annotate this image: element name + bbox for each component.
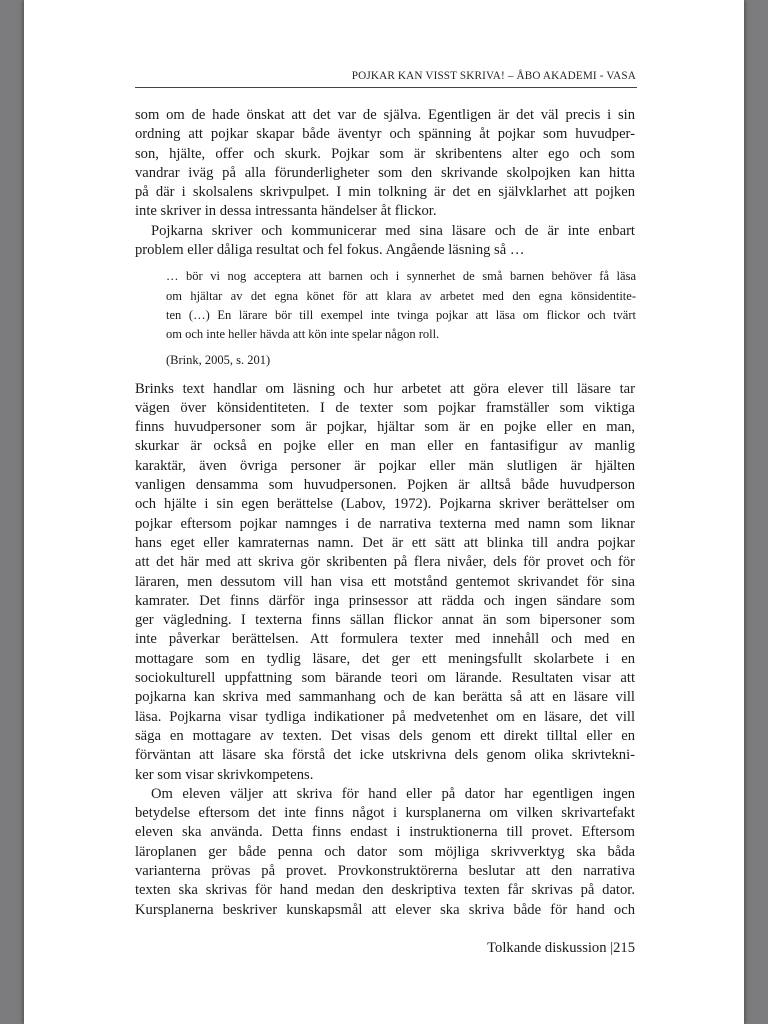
text-line: sociokulturell uppfattning som bärande teori om lärande. Resultaten visar att	[135, 670, 635, 687]
quote-line: … bör vi nog acceptera att barnen och i synnerhet de små barnen behöver få läsa	[166, 269, 636, 284]
text-line: Pojkarna skriver och kommunicerar med sina läsare och de är inte enbart	[151, 222, 635, 239]
text-line: problem eller dåliga resultat och fel fokus. Angående läsning så …	[135, 242, 525, 259]
quote-line: ten (…) En lärare bör till exempel inte tvinga pojkar att läsa om flickor och tvärt	[166, 307, 636, 322]
quote-line: om och inte heller hävda att kön inte spelar någon roll.	[166, 327, 440, 342]
text-line: kamrater. Det finns därför inga prinsessor att rädda och ingen sändare som	[135, 592, 635, 609]
text-line: vägen över könsidentiteten. I de texter som pojkar framställer som viktiga	[135, 399, 635, 416]
text-line: mottagare som en tydlig läsare, det ger ett meningsfullt skolarbete i en	[135, 650, 635, 667]
text-line: vanligen densamma som huvudpersonen. Pojken är alltså både huvudperson	[135, 477, 635, 494]
paragraph	[135, 380, 635, 785]
paragraph	[135, 785, 635, 920]
body-text	[135, 106, 635, 920]
text-line: Om eleven väljer att skriva för hand eller på dator har egentligen ingen	[151, 785, 635, 802]
page-footer	[135, 940, 635, 957]
document-page	[24, 0, 744, 1024]
text-line: Kursplanerna beskriver kunskapsmål att elever ska skriva både för hand och	[135, 901, 635, 918]
text-line: inte påverkar berättelsen. Att formulera texter med innehåll och med en	[135, 631, 635, 648]
text-line: säga en mottagare av texten. Det visas dels genom ett direkt tilltal eller en	[135, 727, 635, 744]
text-line: och hjälte i sin egen berättelse (Labov, 1972). Pojkarna skriver berättelser om	[135, 496, 635, 513]
text-line: läroplanen ger både penna och dator som möjliga skrivverktyg ska båda	[135, 843, 635, 860]
text-line: Brinks text handlar om läsning och hur arbetet att göra elever till läsare tar	[135, 380, 635, 397]
text-line: finns huvudpersoner som är pojkar, hjältar som är en pojke eller en man,	[135, 419, 635, 436]
text-line: läraren, men dessutom vill han visa ett motstånd gentemot skrivandet för sina	[135, 573, 635, 590]
text-line: som om de hade önskat att det var de själva. Egentligen är det väl precis i sin	[135, 107, 635, 123]
text-line: på där i skolsalens skrivpulpet. I min tolkning är det en självklarhet att pojken	[135, 184, 635, 201]
text-line: vandrar iväg på alla förunderligheter som den skrivande skolpojken kan hitta	[135, 164, 635, 181]
paragraph	[135, 106, 635, 222]
text-line: läsa. Pojkarna visar tydliga indikationer på medvetenhet om en läsare, det vill	[135, 708, 635, 725]
text-line: att det här med att skriva gör skribenten på flera nivåer, dels för provet och för	[135, 554, 635, 571]
text-line: ker som visar skrivkompetens.	[135, 766, 314, 783]
text-line: hans eget eller kamraternas namn. Det är ett sätt att blinka till andra pojkar	[135, 534, 635, 551]
quote-line: om hjältar av det egna könet för att klara av arbetet med den egna könsidentite-	[166, 288, 636, 303]
text-line: ordning att pojkar skapar både äventyr och spänning åt pojkar som huvudper-	[135, 126, 635, 143]
text-line: inte skriver in dessa intressanta händelser åt flickor.	[135, 203, 437, 220]
running-head: POJKAR KAN VISST SKRIVA! – ÅBO AKADEMI - VASA	[351, 70, 636, 82]
text-line: pojkar eftersom pojkar namnges i de narrativa texterna med namn som liknar	[135, 515, 635, 532]
text-line: pojkarna kan skriva med sammanhang och de kan berätta så att en läsare vill	[135, 689, 635, 706]
text-line: varianterna prövas på provet. Provkonstruktörerna beslutar att den narrativa	[135, 862, 635, 879]
text-line: eleven ska använda. Detta finns endast i instruktionerna till provet. Eftersom	[135, 824, 635, 841]
text-line: ger vägledning. I texterna finns sällan flickor annat än som bipersoner som	[135, 612, 635, 629]
block-quote	[166, 267, 636, 344]
page-number: 215	[613, 940, 635, 956]
paragraph	[135, 222, 635, 261]
paragraphs-after-quote	[135, 380, 635, 920]
text-line: karaktär, även övriga personer är pojkar eller män slutligen är hjälten	[135, 457, 635, 474]
text-line: förväntan att läsare ska förstå det icke utskrivna dels genom olika skrivtekni-	[135, 747, 635, 764]
quote-citation: (Brink, 2005, s. 201)	[166, 352, 271, 367]
text-line: son, hjälte, offer och skurk. Pojkar som är skribentens alter ego och som	[135, 145, 635, 162]
footer-section-title: Tolkande diskussion	[487, 940, 607, 956]
text-line: skurkar är också en pojke eller en man eller en fantasifigur av manlig	[135, 438, 635, 455]
text-line: texten ska skrivas för hand medan den deskriptiva texten får skrivas på dator.	[135, 882, 635, 899]
paragraphs-before-quote	[135, 106, 635, 260]
text-line: betydelse eftersom det inte finns något i kursplanerna om vilken skrivartefakt	[135, 805, 635, 822]
header-rule	[135, 87, 637, 88]
footer-separator: |	[610, 940, 614, 956]
